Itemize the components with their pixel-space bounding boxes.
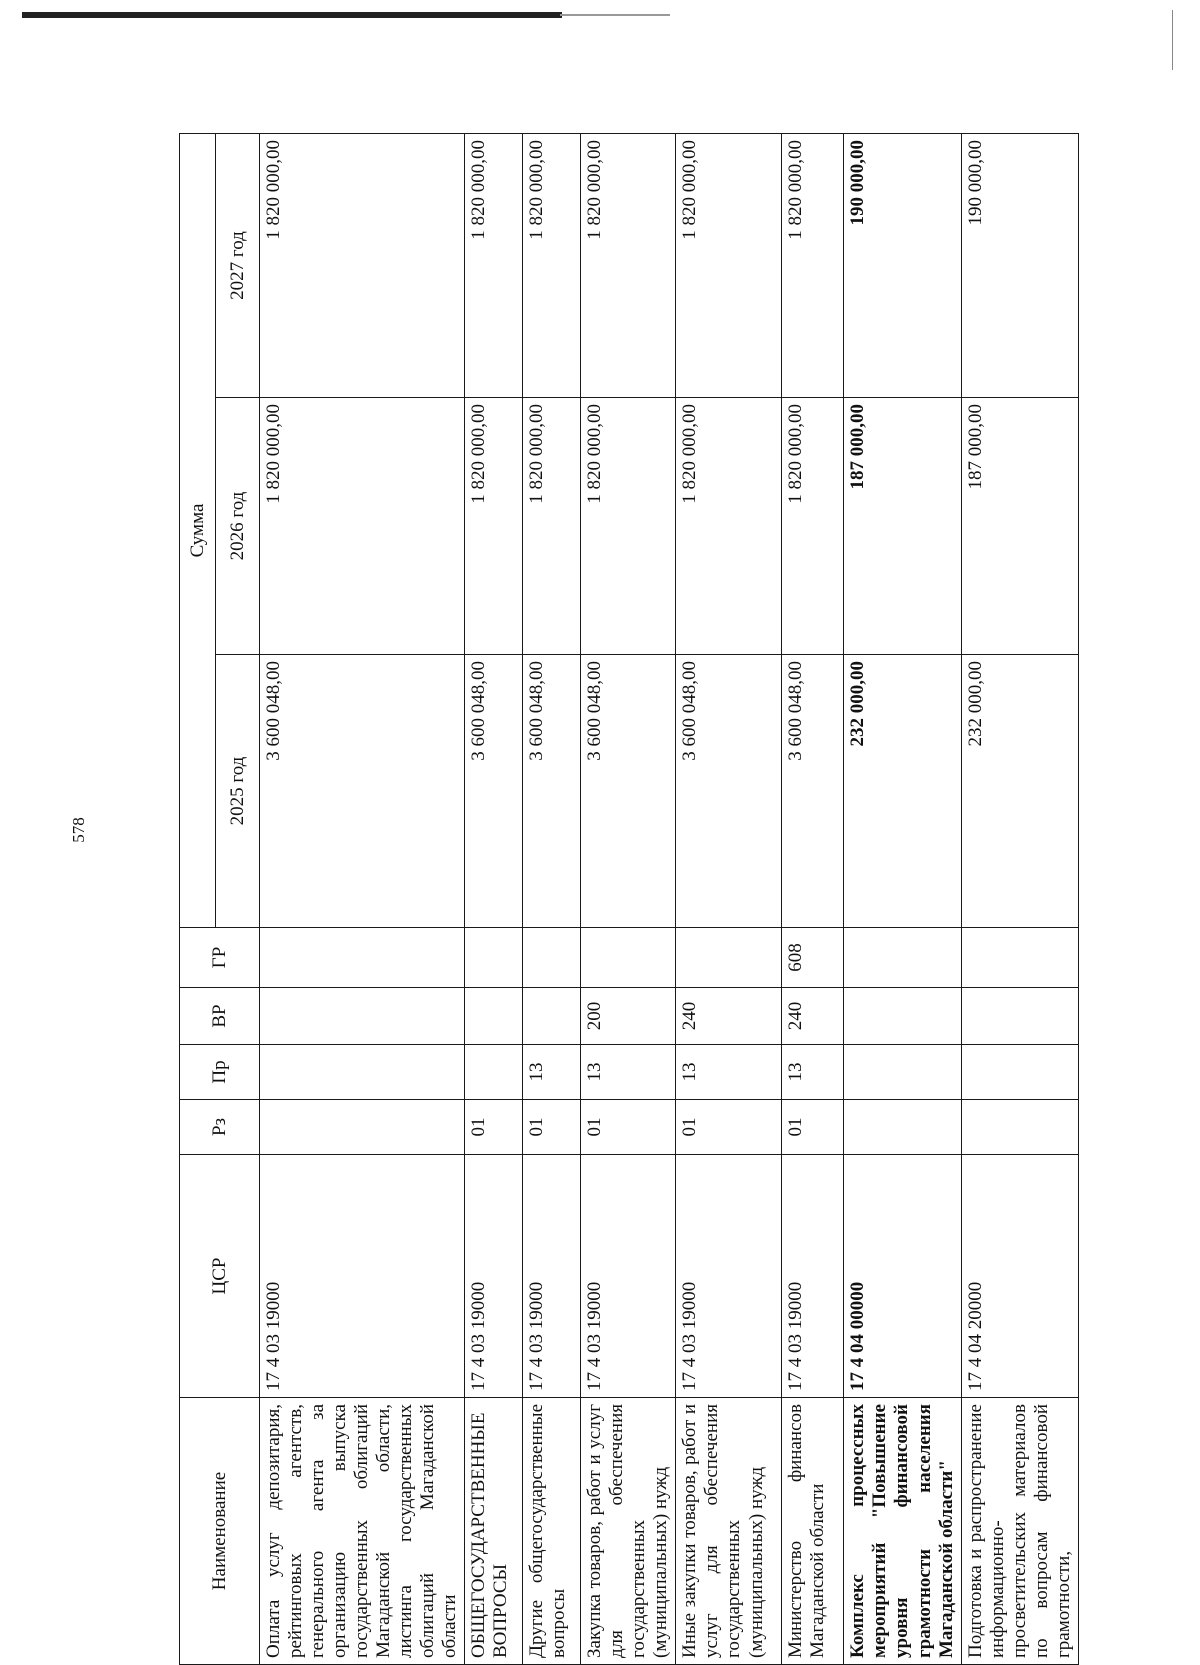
cell-2025: 3 600 048,00 — [260, 655, 465, 928]
table-row — [844, 133, 961, 1664]
cell-name: Подготовка и распространение информационно-просветительских материалов по вопросам финансовой грамотности, — [961, 1398, 1078, 1665]
table-row — [523, 133, 581, 1664]
cell-rz — [260, 1100, 465, 1155]
cell-csr: 17 4 03 19000 — [676, 1155, 782, 1398]
cell-2025: 3 600 048,00 — [581, 655, 676, 928]
cell-vr — [465, 988, 523, 1045]
cell-2025: 3 600 048,00 — [676, 655, 782, 928]
cell-gr — [523, 928, 581, 988]
cell-vr — [961, 988, 1078, 1045]
rotated-page — [179, 0, 1074, 1665]
header-rz: Рз — [180, 1100, 260, 1155]
cell-gr — [676, 928, 782, 988]
cell-csr: 17 4 03 19000 — [260, 1155, 465, 1398]
cell-2025: 3 600 048,00 — [465, 655, 523, 928]
cell-name: Закупка товаров, работ и услуг для обеспечения государственных (муниципальных) нужд — [581, 1398, 676, 1665]
cell-2026: 1 820 000,00 — [465, 398, 523, 655]
cell-rz — [844, 1100, 961, 1155]
header-year-2026: 2026 год — [216, 398, 260, 655]
cell-2027: 1 820 000,00 — [676, 133, 782, 397]
cell-2026: 1 820 000,00 — [782, 398, 844, 655]
cell-vr — [844, 988, 961, 1045]
cell-gr — [465, 928, 523, 988]
cell-2025: 3 600 048,00 — [782, 655, 844, 928]
cell-2027: 1 820 000,00 — [523, 133, 581, 397]
cell-vr — [523, 988, 581, 1045]
cell-vr: 200 — [581, 988, 676, 1045]
cell-csr: 17 4 03 19000 — [523, 1155, 581, 1398]
cell-2026: 1 820 000,00 — [260, 398, 465, 655]
cell-2025: 232 000,00 — [844, 655, 961, 928]
table-row — [465, 133, 523, 1664]
header-year-2027: 2027 год — [216, 133, 260, 397]
cell-rz: 01 — [523, 1100, 581, 1155]
cell-csr: 17 4 03 19000 — [581, 1155, 676, 1398]
cell-rz: 01 — [782, 1100, 844, 1155]
cell-gr — [844, 928, 961, 988]
cell-pr — [260, 1045, 465, 1100]
cell-gr — [961, 928, 1078, 988]
cell-2026: 1 820 000,00 — [523, 398, 581, 655]
cell-pr: 13 — [782, 1045, 844, 1100]
budget-table — [179, 133, 1079, 1665]
header-pr: Пр — [180, 1045, 260, 1100]
cell-name: Другие общегосударственные вопросы — [523, 1398, 581, 1665]
cell-gr: 608 — [782, 928, 844, 988]
cell-2027: 190 000,00 — [844, 133, 961, 397]
cell-rz: 01 — [465, 1100, 523, 1155]
cell-gr — [260, 928, 465, 988]
cell-csr: 17 4 03 19000 — [465, 1155, 523, 1398]
cell-pr: 13 — [523, 1045, 581, 1100]
header-gr: ГР — [180, 928, 260, 988]
cell-vr: 240 — [782, 988, 844, 1045]
table-row — [260, 133, 465, 1664]
cell-gr — [581, 928, 676, 988]
cell-2026: 1 820 000,00 — [581, 398, 676, 655]
cell-rz — [961, 1100, 1078, 1155]
cell-pr — [844, 1045, 961, 1100]
cell-2027: 1 820 000,00 — [581, 133, 676, 397]
cell-2027: 190 000,00 — [961, 133, 1078, 397]
table-row — [676, 133, 782, 1664]
table-row — [581, 133, 676, 1664]
cell-2025: 232 000,00 — [961, 655, 1078, 928]
cell-2027: 1 820 000,00 — [465, 133, 523, 397]
cell-rz: 01 — [676, 1100, 782, 1155]
table-row — [961, 133, 1078, 1664]
header-year-2025: 2025 год — [216, 655, 260, 928]
cell-csr: 17 4 04 20000 — [961, 1155, 1078, 1398]
cell-2026: 187 000,00 — [961, 398, 1078, 655]
header-csr: ЦСР — [180, 1155, 260, 1398]
cell-2027: 1 820 000,00 — [260, 133, 465, 397]
page-number: 578 — [68, 817, 88, 843]
cell-name: ОБЩЕГОСУДАРСТВЕННЫЕ ВОПРОСЫ — [465, 1398, 523, 1665]
cell-pr: 13 — [581, 1045, 676, 1100]
cell-name: Оплата услуг депозитария, рейтинговых агентств, генерального агента за организацию выпуска государственных облигаций Магаданской области, листинга государственных облигаций Магаданской области — [260, 1398, 465, 1665]
cell-vr: 240 — [676, 988, 782, 1045]
cell-pr: 13 — [676, 1045, 782, 1100]
cell-pr — [465, 1045, 523, 1100]
scan-edge-mark — [1172, 10, 1173, 70]
cell-2025: 3 600 048,00 — [523, 655, 581, 928]
cell-csr: 17 4 03 19000 — [782, 1155, 844, 1398]
cell-name: Комплекс процессных мероприятий "Повышение уровня финансовой грамотности населения Магаданской области" — [844, 1398, 961, 1665]
header-vr: ВР — [180, 988, 260, 1045]
header-sum: Сумма — [180, 133, 216, 927]
cell-2026: 187 000,00 — [844, 398, 961, 655]
cell-vr — [260, 988, 465, 1045]
table-row — [782, 133, 844, 1664]
cell-pr — [961, 1045, 1078, 1100]
header-name: Наименование — [180, 1398, 260, 1665]
cell-name: Министерство финансов Магаданской области — [782, 1398, 844, 1665]
cell-rz: 01 — [581, 1100, 676, 1155]
cell-name: Иные закупки товаров, работ и услуг для обеспечения государственных (муниципальных) нужд — [676, 1398, 782, 1665]
cell-2027: 1 820 000,00 — [782, 133, 844, 397]
cell-csr: 17 4 04 00000 — [844, 1155, 961, 1398]
cell-2026: 1 820 000,00 — [676, 398, 782, 655]
